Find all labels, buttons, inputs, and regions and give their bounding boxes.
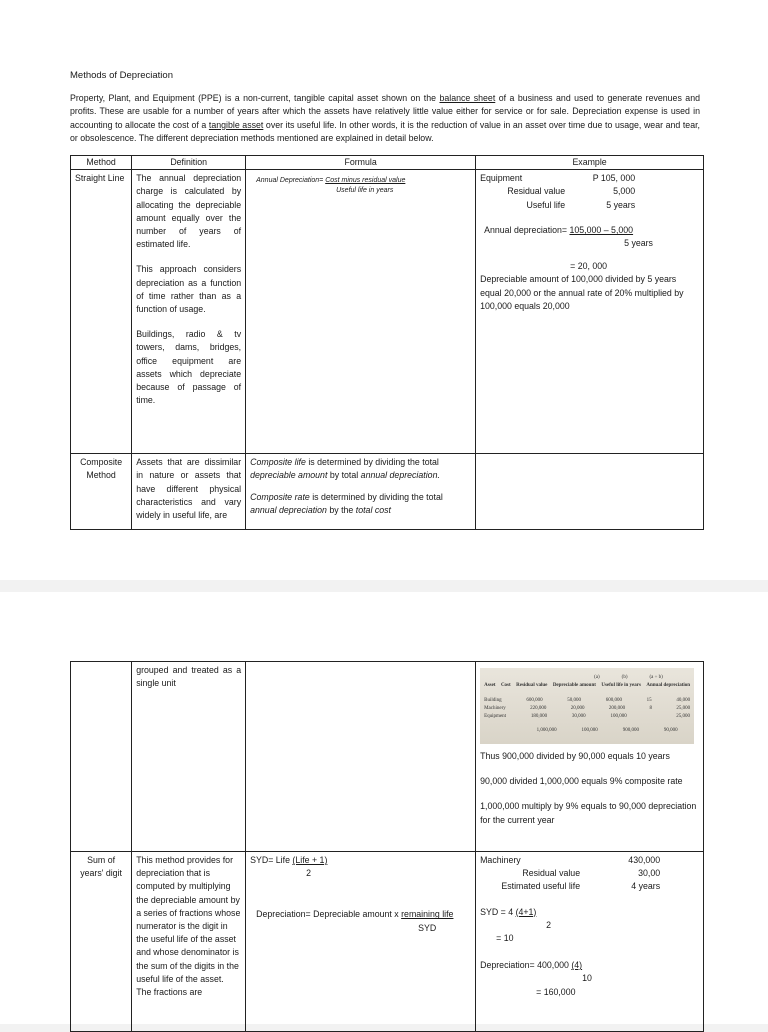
example-values (480, 172, 699, 212)
photo-text: 1,000,000 (536, 728, 557, 733)
composite-table-photo (480, 668, 694, 744)
annual-denominator: 5 years (624, 238, 653, 249)
composite-example-line: 90,000 divided 1,000,000 equals 9% composite rate (480, 776, 683, 787)
numerator: (4) (571, 960, 583, 971)
photo-text: 600,000 (526, 698, 543, 703)
photo-text: 90,000 (663, 728, 678, 733)
formula-label: Annual Depreciation= (256, 177, 326, 185)
formula-block (250, 172, 471, 196)
syd-formula (250, 854, 471, 880)
definition-composite (132, 454, 246, 530)
table-row-straight-line (71, 170, 704, 454)
photo-text: 40,000 (676, 698, 691, 703)
composite-rate-formula (250, 491, 471, 517)
definition-composite-cont (132, 662, 246, 852)
example-label: Equipment (480, 173, 523, 184)
example-value: P 105, 000 (592, 173, 636, 184)
depreciation-table (70, 155, 704, 530)
result: = 10 (496, 933, 514, 944)
example-explanation: Depreciable amount of 100,000 divided by 5 years equal 20,000 or the annual rate of 20% multiplied by 100,000 equals 20,000 (480, 274, 684, 311)
intro-text-1: Property, Plant, and Equipment (PPE) is a non-current, tangible capital asset shown on the (70, 93, 440, 103)
text: SYD = 4 (480, 906, 516, 917)
photo-text: 25,000 (676, 714, 691, 719)
term: Composite life (250, 457, 306, 468)
table-row-composite (71, 454, 704, 530)
numerator: (Life + 1) (292, 855, 328, 865)
header-formula: Formula (246, 156, 476, 170)
photo-text: Equipment (484, 714, 507, 719)
definition-syd (132, 852, 246, 1032)
formula-numerator: Cost minus residual value (325, 177, 406, 185)
method-straight-line: Straight Line (71, 170, 132, 454)
denominator: 2 (306, 868, 312, 879)
tangible-asset-link[interactable]: tangible asset (208, 119, 264, 130)
formula-composite-cont (246, 662, 476, 852)
photo-text: 30,000 (571, 714, 586, 719)
example-value: 30,00 (638, 868, 661, 879)
term: Composite rate (250, 491, 310, 502)
denominator: 10 (582, 973, 592, 984)
def-paragraph: grouped and treated as a single unit (136, 665, 242, 689)
def-paragraph: Assets that are dissimilar in nature or assets that have different physical characteristics and vary widely in useful life, are (136, 457, 242, 521)
annual-result: = 20, 000 (570, 261, 608, 272)
example-label: Residual value (522, 868, 581, 879)
def-paragraph: This method provides for depreciation that is computed by multiplying the depreciable amount by a series of fractions whose numerator is the digit in the useful life of the asset and whose denominator is the sum of the digits in the useful life of the asset. The fractions are (136, 855, 241, 998)
table-header-row (71, 156, 704, 170)
intro-paragraph (70, 92, 700, 146)
table-row-composite-continued (71, 662, 704, 852)
photo-text: 900,000 (622, 728, 639, 733)
text: Depreciation= Depreciable amount x (256, 909, 402, 920)
example-value: 5 years (606, 199, 636, 210)
photo-text: Asset (484, 683, 496, 688)
annual-label: Annual depreciation= (484, 224, 570, 235)
annual-depreciation-calc (480, 224, 699, 250)
header-method: Method (71, 156, 132, 170)
photo-text: Depreciable amount (552, 683, 596, 688)
composite-example-line: 1,000,000 multiply by 9% equals to 90,000 depreciation for the current year (480, 801, 697, 825)
text: by total (327, 470, 361, 481)
example-syd (476, 852, 704, 1032)
photo-text: 50,000 (567, 698, 581, 703)
term: annual depreciation (250, 504, 327, 515)
depreciation-formula (250, 908, 471, 934)
table-row-syd (71, 852, 704, 1032)
example-value: 4 years (631, 881, 661, 892)
example-composite-empty (476, 454, 704, 530)
example-label: Useful life (526, 199, 566, 210)
formula-syd (246, 852, 476, 1032)
page-heading: Methods of Depreciation (70, 70, 173, 81)
method-syd: Sum of years' digit (71, 852, 132, 1032)
def-paragraph: This approach considers depreciation as a function of time rather than as a function of usage. (136, 264, 242, 315)
photo-text: Residual value (516, 683, 548, 688)
photo-text: 180,000 (530, 714, 548, 719)
depreciation-table-continued (70, 661, 704, 1032)
denominator: 2 (546, 919, 552, 930)
formula-composite (246, 454, 476, 530)
text: by the (326, 504, 356, 515)
result: = 160,000 (536, 986, 576, 997)
formula-straight-line (246, 170, 476, 454)
text: SYD= Life (250, 855, 293, 865)
numerator: (4+1) (515, 906, 537, 917)
denominator: SYD (418, 922, 437, 933)
term: depreciable amount (250, 470, 328, 481)
composite-life-formula (250, 456, 471, 482)
def-paragraph: The annual depreciation charge is calculated by allocating the depreciable amount equally over the number of years of estimated life. (136, 173, 242, 250)
term: total cost (355, 504, 391, 515)
photo-text: 15 (646, 698, 652, 703)
photo-text: 220,000 (530, 706, 547, 711)
photo-text: Useful life in years (601, 683, 641, 688)
photo-text: 100,000 (610, 714, 627, 719)
example-label: Estimated useful life (501, 881, 581, 892)
header-example: Example (476, 156, 704, 170)
formula-denominator: Useful life in years (336, 187, 394, 195)
balance-sheet-link[interactable]: balance sheet (439, 93, 496, 103)
intro-text-3: over its useful life. In other words, it is the reduction of value in an asset over time due to usage, wear and tear, or obsolescence. The different depreciation methods mentioned are explained in detail below. (70, 119, 700, 144)
example-composite (476, 662, 704, 852)
example-label: Residual value (507, 186, 566, 197)
definition-straight-line (132, 170, 246, 454)
example-value: 5,000 (613, 186, 636, 197)
photo-text: Machinery (484, 706, 506, 711)
text: is determined by dividing the total (309, 491, 443, 502)
numerator: remaining life (401, 909, 454, 920)
photo-text: (a ÷ b) (649, 675, 663, 680)
photo-text: 200,000 (608, 706, 626, 711)
syd-calc (480, 906, 699, 946)
composite-example-line: Thus 900,000 divided by 90,000 equals 10 years (480, 751, 670, 761)
method-composite-cont (71, 662, 132, 852)
example-label: Machinery (480, 855, 521, 865)
depreciation-calc (480, 959, 699, 999)
term: annual depreciation. (360, 470, 440, 481)
def-paragraph: Buildings, radio & tv towers, dams, bridges, office equipment are assets which depreciate because of passage of time. (136, 329, 242, 406)
photo-text: 25,000 (676, 706, 691, 711)
photo-text: Annual depreciation (646, 683, 691, 688)
header-definition: Definition (132, 156, 246, 170)
photo-text: 600,000 (605, 698, 622, 703)
photo-text: 100,000 (581, 728, 598, 733)
photo-text: 20,000 (570, 706, 585, 711)
example-straight-line (476, 170, 704, 454)
annual-numerator: 105,000 – 5,000 (569, 224, 634, 235)
example-value: 430,000 (628, 855, 661, 865)
photo-text: Cost (500, 683, 511, 688)
photo-text: (b) (621, 675, 628, 680)
text: Depreciation= 400,000 (480, 960, 572, 971)
example-values (480, 854, 699, 894)
photo-text: Building (484, 698, 502, 703)
text: is determined by dividing the total (305, 457, 439, 468)
photo-text: (a) (594, 675, 600, 680)
method-composite: Composite Method (71, 454, 132, 530)
photo-text: 8 (649, 706, 652, 711)
intro-text-2: of a business and used to generate revenues and profits. These are usable for a number of years after which the assets have relatively little value either for service or for sale. Depreciation expense is used in accounting to allocate the cost of a (70, 93, 700, 130)
